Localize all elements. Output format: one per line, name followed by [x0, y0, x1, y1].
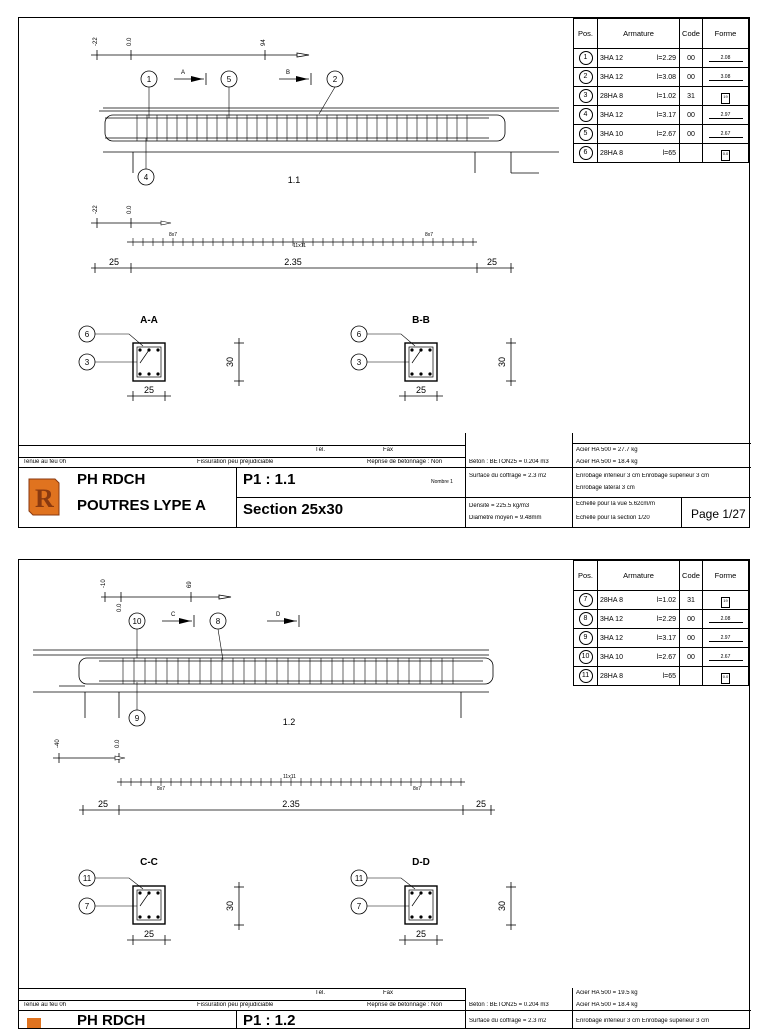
section-scale: Echelle pour la section 1/20 — [576, 515, 650, 521]
sheet-1 — [18, 17, 750, 528]
dim-middle: 2.35 — [284, 257, 302, 267]
spacing-label: 8x7 — [169, 232, 178, 238]
section-arrow-label: B — [286, 70, 291, 76]
cover-top-bottom: Enrobage inférieur 3 cm Enrobage supérieur 3 cm — [576, 473, 710, 479]
shape-code: 00 — [680, 68, 703, 87]
shape-code: 00 — [680, 106, 703, 125]
section-width: 25 — [415, 929, 427, 939]
section-height: 30 — [497, 900, 507, 912]
col-pos: Pos. — [574, 561, 598, 591]
section-size: Section 25x30 — [243, 501, 344, 518]
table-row — [574, 106, 749, 125]
section-mark: 7 — [84, 902, 90, 911]
concrete-volume: Béton : BETON25 = 0.204 m3 — [469, 459, 549, 465]
col-armature: Armature — [598, 561, 680, 591]
callout-9: 9 — [134, 714, 140, 723]
shape-code: 00 — [680, 629, 703, 648]
steel-weight-2: Acier HA 500 = 18.4 kg — [576, 1002, 638, 1008]
elevation-label: 1.2 — [282, 717, 296, 727]
fire-rating: Tenue au feu 0h — [23, 1002, 67, 1008]
dim-left: 25 — [97, 799, 109, 809]
section-height: 30 — [497, 356, 507, 368]
pos-number: 9 — [579, 631, 593, 645]
rebar-length: l=1.02 — [656, 596, 676, 604]
spacing-label: 8x7 — [413, 786, 422, 792]
pos-number: 1 — [579, 51, 593, 65]
rebar-length: l=2.67 — [656, 130, 676, 138]
section-height: 30 — [225, 356, 235, 368]
section-mark: 11 — [354, 874, 364, 883]
section-width: 25 — [143, 929, 155, 939]
shape-dim: 2.08 — [709, 55, 743, 62]
cover-side: Enrobage latéral 3 cm — [576, 485, 635, 491]
density: Densité = 225.5 kg/m3 — [469, 503, 530, 509]
col-code: Code — [680, 19, 703, 49]
section-height: 30 — [225, 900, 235, 912]
col-code: Code — [680, 561, 703, 591]
dim-right: 25 — [475, 799, 487, 809]
table-row — [574, 68, 749, 87]
level-tick: 69 — [187, 581, 193, 588]
pos-number: 3 — [579, 89, 593, 103]
steel-weight-1: Acier HA 500 = 19.5 kg — [576, 990, 638, 996]
fire-rating: Tenue au feu 0h — [23, 459, 67, 465]
shape-dim: 2.08 — [709, 616, 743, 623]
pos-number: 7 — [579, 593, 593, 607]
shape-dim: 3.08 — [709, 74, 743, 81]
sheet-2 — [18, 559, 750, 1029]
beam-ref: P1 : 1.1 — [243, 471, 296, 488]
spacing-label: 8x7 — [425, 232, 434, 238]
formwork-area: Surface du coffrage = 2.3 m2 — [469, 1018, 547, 1024]
rebar-table-1 — [573, 18, 749, 163]
app-logo-icon — [25, 1016, 43, 1028]
rebar-length: l=1.02 — [656, 92, 676, 100]
rebar-spec: 3HA 12 — [600, 111, 623, 119]
tel-label: Tél. — [315, 990, 326, 996]
pos-number: 8 — [579, 612, 593, 626]
view-scale: Echelle pour la vue 5.62cm/m — [576, 501, 656, 507]
rebar-spec: 3HA 12 — [600, 615, 623, 623]
shape-code — [680, 667, 703, 686]
section-mark: 11 — [82, 874, 92, 883]
title-block-2 — [19, 988, 749, 1028]
section-mark: 6 — [84, 330, 90, 339]
col-forme: Forme — [703, 561, 749, 591]
section-title: A-A — [140, 315, 158, 326]
project-subtitle: POUTRES LYPE A — [77, 497, 206, 514]
pos-number: 5 — [579, 127, 593, 141]
level-tick: -40 — [55, 739, 61, 748]
rebar-length: l=3.17 — [656, 634, 676, 642]
cracking: Fissuration peu préjudiciable — [197, 1002, 274, 1008]
level-tick: 0.0 — [117, 603, 123, 612]
callout-5: 5 — [226, 75, 232, 84]
spacing-label: 8x7 — [157, 786, 166, 792]
page-number: Page 1/27 — [691, 507, 746, 521]
table-row — [574, 591, 749, 610]
col-forme: Forme — [703, 19, 749, 49]
shape-dim: 19 — [721, 597, 730, 608]
dim-left: 25 — [108, 257, 120, 267]
table-row — [574, 648, 749, 667]
section-title: B-B — [412, 315, 430, 326]
shape-dim: 2.67 — [709, 131, 743, 138]
section-mark: 6 — [356, 330, 362, 339]
rebar-spec: 3HA 10 — [600, 653, 623, 661]
rebar-spec: 3HA 10 — [600, 130, 623, 138]
table-row — [574, 610, 749, 629]
rebar-spec: 3HA 12 — [600, 54, 623, 62]
beam-ref: P1 : 1.2 — [243, 1012, 296, 1028]
rebar-spec: 28HA 8 — [600, 92, 623, 100]
cracking: Fissuration peu préjudiciable — [197, 459, 274, 465]
shape-code: 00 — [680, 125, 703, 144]
level-tick: 94 — [261, 39, 267, 46]
shape-dim: 19 — [721, 93, 730, 104]
shape-code — [680, 144, 703, 163]
section-title: C-C — [140, 857, 158, 868]
callout-2: 2 — [332, 75, 338, 84]
level-tick: 0.0 — [127, 205, 133, 214]
rebar-length: l=2.29 — [656, 615, 676, 623]
section-mark: 3 — [356, 358, 362, 367]
beam-drawing-2 — [19, 560, 574, 990]
construction-joint: Reprise de bétonnage : Non — [367, 1002, 443, 1008]
mean-diameter: Diamètre moyen = 9.48mm — [469, 515, 542, 521]
project-name: PH RDCH — [77, 471, 146, 488]
table-row — [574, 87, 749, 106]
callout-8: 8 — [215, 617, 221, 626]
rebar-length: l=65 — [662, 672, 676, 680]
col-armature: Armature — [598, 19, 680, 49]
section-arrow-label: C — [171, 612, 176, 618]
tel-label: Tél. — [315, 447, 326, 453]
pos-number: 11 — [579, 669, 593, 683]
table-row — [574, 125, 749, 144]
shape-dim: 0.0 — [721, 673, 730, 684]
quantity: Nombre 1 — [431, 479, 453, 485]
rebar-table-2 — [573, 560, 749, 686]
construction-joint: Reprise de bétonnage : Non — [367, 459, 443, 465]
shape-dim: 2.97 — [709, 635, 743, 642]
steel-weight-1: Acier HA 500 = 27.7 kg — [576, 447, 638, 453]
pos-number: 6 — [579, 146, 593, 160]
table-row — [574, 629, 749, 648]
section-arrow-label: A — [181, 70, 186, 76]
level-tick: 0.0 — [127, 37, 133, 46]
shape-dim: 2.67 — [709, 654, 743, 661]
level-tick: -10 — [101, 579, 107, 588]
fax-label: Fax — [383, 990, 394, 996]
col-pos: Pos. — [574, 19, 598, 49]
elevation-label: 1.1 — [287, 175, 301, 185]
rebar-spec: 28HA 8 — [600, 149, 623, 157]
shape-code: 00 — [680, 648, 703, 667]
callout-4: 4 — [143, 173, 149, 182]
rebar-spec: 3HA 12 — [600, 634, 623, 642]
shape-code: 00 — [680, 610, 703, 629]
rebar-spec: 28HA 8 — [600, 596, 623, 604]
table-row — [574, 667, 749, 686]
beam-drawing-1 — [19, 18, 574, 448]
steel-weight-2: Acier HA 500 = 18.4 kg — [576, 459, 638, 465]
rebar-spec: 28HA 8 — [600, 672, 623, 680]
table-row — [574, 49, 749, 68]
callout-1: 1 — [146, 75, 152, 84]
shape-code: 00 — [680, 49, 703, 68]
concrete-volume: Béton : BETON25 = 0.204 m3 — [469, 1002, 549, 1008]
section-mark: 3 — [84, 358, 90, 367]
section-mark: 7 — [356, 902, 362, 911]
cover-top-bottom: Enrobage inférieur 3 cm Enrobage supérieur 3 cm — [576, 1018, 710, 1024]
project-name: PH RDCH — [77, 1012, 146, 1028]
section-title: D-D — [412, 857, 430, 868]
shape-dim: 0.0 — [721, 150, 730, 161]
rebar-length: l=2.29 — [656, 54, 676, 62]
section-width: 25 — [415, 385, 427, 395]
section-arrow-label: D — [276, 612, 281, 618]
table-row — [574, 144, 749, 163]
callout-10: 10 — [132, 617, 142, 626]
app-logo-icon — [25, 475, 63, 521]
rebar-length: l=3.08 — [656, 73, 676, 81]
dim-middle: 2.35 — [282, 799, 300, 809]
fax-label: Fax — [383, 447, 394, 453]
spacing-label: 11x11 — [293, 243, 306, 249]
title-block-1 — [19, 445, 749, 527]
shape-code: 31 — [680, 591, 703, 610]
rebar-length: l=2.67 — [656, 653, 676, 661]
rebar-length: l=3.17 — [656, 111, 676, 119]
pos-number: 4 — [579, 108, 593, 122]
level-tick: -22 — [93, 205, 99, 214]
dim-right: 25 — [486, 257, 498, 267]
pos-number: 10 — [579, 650, 593, 664]
rebar-length: l=65 — [662, 149, 676, 157]
section-width: 25 — [143, 385, 155, 395]
spacing-label: 11x11 — [283, 774, 296, 780]
shape-code: 31 — [680, 87, 703, 106]
svg-text:R: R — [35, 484, 54, 513]
pos-number: 2 — [579, 70, 593, 84]
rebar-spec: 3HA 12 — [600, 73, 623, 81]
formwork-area: Surface du coffrage = 2.3 m2 — [469, 473, 547, 479]
level-tick: -22 — [93, 37, 99, 46]
level-tick: 0.0 — [115, 739, 121, 748]
shape-dim: 2.97 — [709, 112, 743, 119]
